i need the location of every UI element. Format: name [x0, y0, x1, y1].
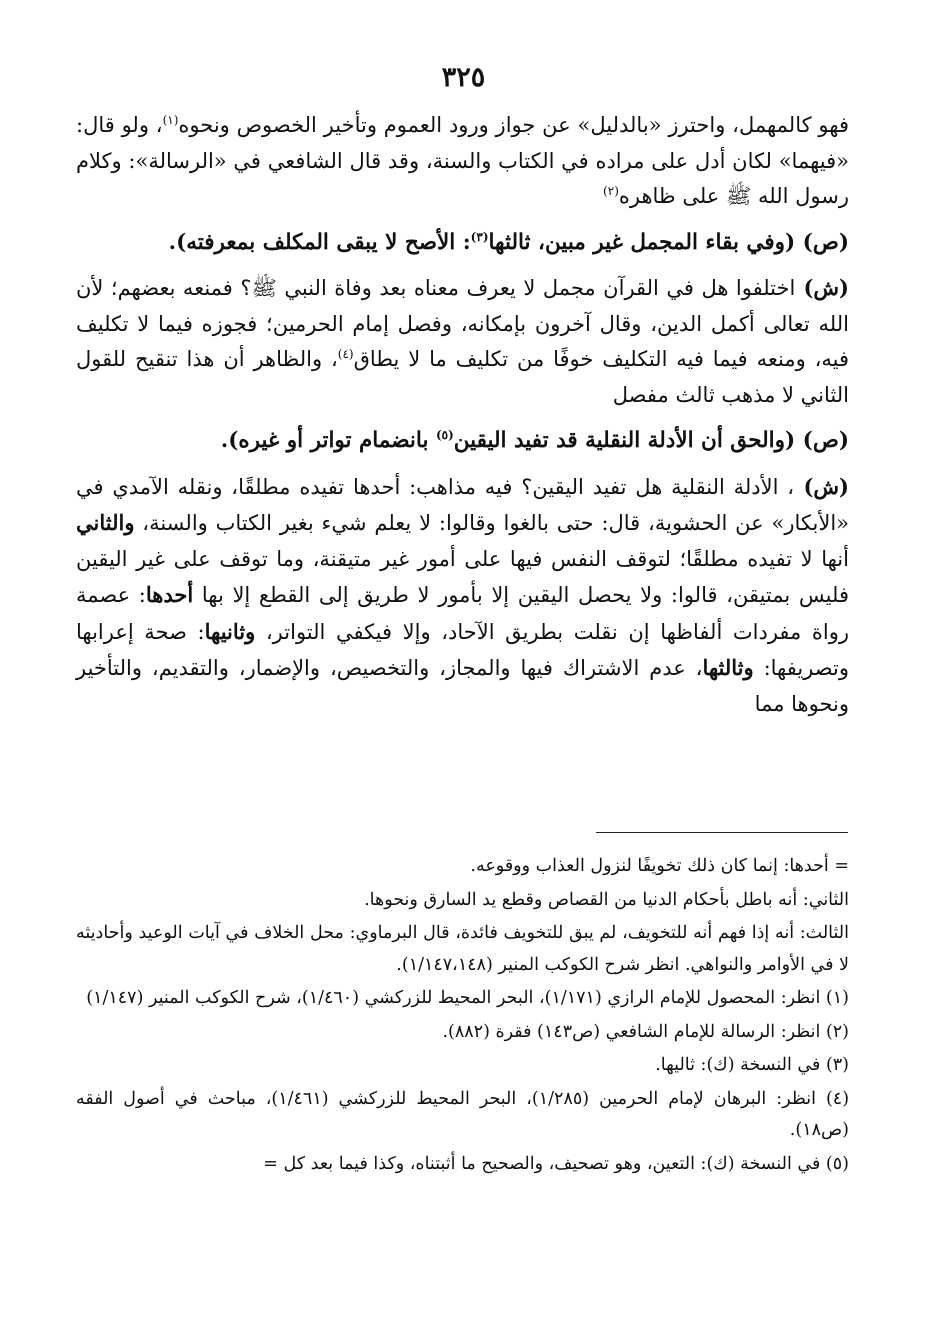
- matn-heading-mujmal: [76, 225, 849, 261]
- footnote-ref-4[interactable]: (٤): [337, 347, 354, 361]
- sharh-marker: (ش): [795, 275, 849, 300]
- footnote-ref-5[interactable]: (٥): [435, 427, 454, 442]
- footnote-5: (٥) في النسخة (ك): التعين، وهو تصحيف، والصحيح ما أثبتناه، وكذا فيما بعد كل =: [263, 1153, 849, 1174]
- sharh-paragraph-adilla: [76, 469, 849, 723]
- footnote-separator: [596, 832, 848, 833]
- footnote-1: (١) انظر: المحصول للإمام الرازي (١/١٧١)، البحر المحيط للزركشي (١/٤٦٠)، شرح الكوكب المنير (١/١٤٧): [86, 988, 849, 1008]
- text-segment: أنها لا تفيده مطلقًا؛ لتوقف النفس فيها على أمور غير متيقنة، وما توقف على غير اليقين فليس بمتيقن، قالوا: ولا يحصل اليقين إلا بأمور لا طريق إلى القطع إلا بها: [76, 546, 849, 607]
- text-segment: ، الأدلة النقلية هل تفيد اليقين؟ فيه مذاهب: أحدها تفيده مطلقًا، ونقله الآمدي في «الأبكار» عن الحشوية، قال: حتى بالغوا وقالوا: لا يعلم شيء بغير الكتاب والسنة،: [76, 474, 849, 535]
- keyword-second-item: وثانيها: [204, 618, 256, 644]
- main-text: [76, 108, 849, 722]
- footnote-3: (٣) في النسخة (ك): ثاليها.: [655, 1055, 849, 1075]
- footnote-ref-2[interactable]: (٢): [603, 184, 619, 198]
- paragraph-intro: [76, 108, 849, 215]
- keyword-second: والثاني: [76, 510, 135, 535]
- footnote-ref-1[interactable]: (١): [162, 113, 179, 127]
- text-segment: اختلفوا هل في القرآن مجمل لا يعرف معناه بعد وفاة النبي ﷺ؟ فمنعه بعضهم؛ لأن الله تعالى أكمل الدين، وقال آخرون بإمكانه، وفصل إمام الحرمين؛ فجوزه فيما لا تكليف فيه، ومنعه فيما فيه التكليف خوفًا من تكليف ما لا يطاق: [76, 276, 849, 371]
- text-segment: (ص) (وفي بقاء المجمل غير مبين، ثالثها: [488, 229, 849, 255]
- text-segment: ، والظاهر أن هذا تنقيح للقول الثاني لا مذهب ثالث مفصل: [76, 347, 849, 407]
- footnote-continuation: الثالث: أنه إذا فهم أنه للتخويف، لم يبق للتخويف فائدة، قال البرماوي: محل الخلاف في آيات الوعيد وأحاديثه لا في الأوامر والنواهي. انظر شرح الكوكب المنير (١/١٤٧،١٤٨).: [76, 923, 849, 975]
- footnote-ref-3[interactable]: (٣): [470, 229, 489, 244]
- page-number: ٣٢٥: [441, 62, 486, 93]
- footnote-continuation: الثاني: أنه باطل بأحكام الدنيا من القصاص وقطع يد السارق ونحوها.: [364, 889, 849, 910]
- text-segment: : عصمة رواة مفردات ألفاظها إن نقلت بطريق الآحاد، وإلا فيكفي التواتر،: [76, 583, 850, 644]
- footnote-4: (٤) انظر: البرهان لإمام الحرمين (١/٢٨٥)، البحر المحيط للزركشي (١/٤٦١)، مباحث في أصول الفقه (ص١٨).: [76, 1088, 850, 1140]
- footnotes: [76, 851, 849, 1180]
- text-segment: ، ولو قال: «فيهما» لكان أدل على مراده في الكتاب والسنة، وقد قال الشافعي في «الرسالة»: وكلام رسول الله ﷺ على ظاهره: [76, 113, 849, 208]
- text-segment: : الأصح لا يبقى المكلف بمعرفته).: [168, 229, 471, 255]
- sharh-paragraph-mujmal: [76, 270, 849, 413]
- footnote-continuation: = أحدها: إنما كان ذلك تخويفًا لنزول العذاب ووقوعه.: [470, 856, 849, 876]
- footnote-2: (٢) انظر: الرسالة للإمام الشافعي (ص١٤٣) فقرة (٨٨٢).: [442, 1021, 849, 1042]
- keyword-third-item: وثالثها: [702, 655, 754, 680]
- text-segment: فهو كالمهمل، واحترز «بالدليل» عن جواز ورود العموم وتأخير الخصوص ونحوه: [178, 113, 849, 137]
- text-segment: بانضمام تواتر أو غيره).: [220, 428, 436, 453]
- text-segment: : صحة إعرابها وتصريفها:: [76, 619, 849, 680]
- keyword-first: أحدها: [145, 582, 194, 607]
- sharh-marker: (ش): [794, 473, 849, 499]
- matn-heading-adilla: [76, 423, 849, 459]
- text-segment: ، عدم الاشتراك فيها والمجاز، والتخصيص، والإضمار، والتقديم، والتأخير ونحوها مما: [76, 656, 849, 716]
- text-segment: (ص) (والحق أن الأدلة النقلية قد تفيد اليقين: [453, 428, 849, 453]
